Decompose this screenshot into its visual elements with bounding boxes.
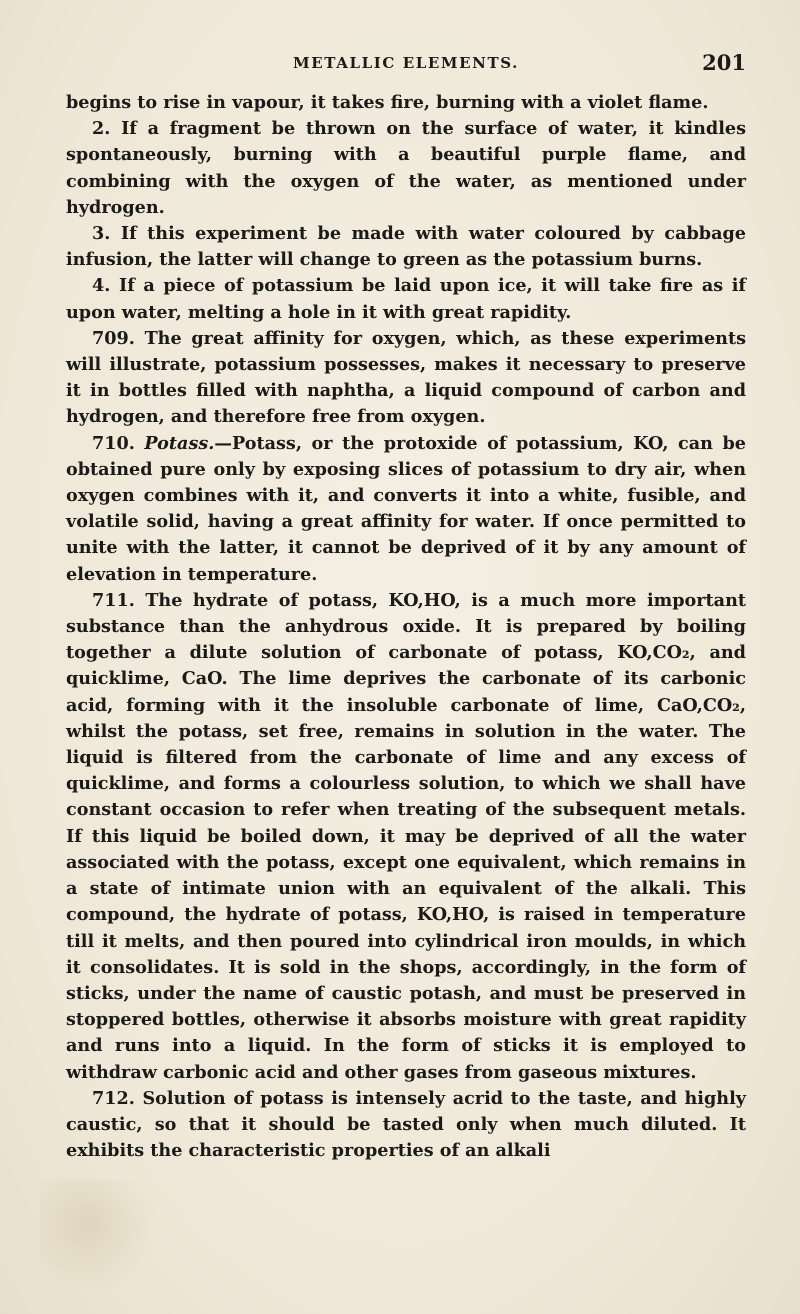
- paragraph-711: 711. The hydrate of potass, KO,HO, is a much more important substance than the anhydrous oxide. It is prepared by boiling together a dilute solution of carbonate of potass, KO,CO₂, and quicklime, CaO. The lime deprives the carbonate of its carbonic acid, forming with it the insoluble carbonate of lime, CaO,CO₂, whilst the potass, set free, remains in solution in the water. The liquid is filtered from the carbonate of lime and any excess of quicklime, and forms a colourless solution, to which we shall have constant occasion to refer when treating of the subsequent metals. If this liquid be boiled down, it may be deprived of all the water associated with the potass, except one equivalent, which remains in a state of intimate union with an equivalent of the alkali. This compound, the hydrate of potass, KO,HO, is raised in temperature till it melts, and then poured into cylindrical iron moulds, in which it consolidates. It is sold in the shops, accordingly, in the form of sticks, under the name of caustic potash, and must be preserved in stoppered bottles, otherwise it absorbs moisture with great rapidity and runs into a liquid. In the form of sticks it is employed to withdraw carbonic acid and other gases from gaseous mixtures.: [66, 589, 746, 1083]
- page-header: [66, 50, 746, 80]
- page-number: 201: [702, 50, 746, 75]
- paragraph-4: 4. If a piece of potassium be laid upon ice, it will take fire as if upon water, melting a hole in it with great rapidity.: [66, 275, 746, 323]
- running-head: METALLIC ELEMENTS.: [293, 54, 519, 72]
- paragraph-712: 712. Solution of potass is intensely acrid to the taste, and highly caustic, so that it should be tasted only when much diluted. It exhibits the characteristic properties of an alkali: [66, 1087, 746, 1162]
- paper-stain: [40, 1180, 160, 1290]
- paragraph-3: 3. If this experiment be made with water coloured by cabbage infusion, the latter will change to green as the potassium burns.: [66, 223, 746, 271]
- paragraph-710-number: 710.: [92, 432, 145, 454]
- paragraph-710: 710. Potass.—Potass, or the protoxide of potassium, KO, can be obtained pure only by exposing slices of potassium to dry air, when oxygen combines with it, and converts it into a white, fusible, and volatile solid, having a great affinity for water. If once permitted to unite with the latter, it cannot be deprived of it by any amount of elevation in temperature.: [66, 432, 746, 585]
- paragraph-continued: begins to rise in vapour, it takes fire, burning with a violet flame.: [66, 92, 709, 113]
- body-text: [66, 90, 746, 1164]
- paragraph-2: 2. If a fragment be thrown on the surface of water, it kindles spontaneously, burning with a beautiful purple flame, and combining with the oxygen of the water, as mentioned under hydrogen.: [66, 118, 746, 218]
- paragraph-709: 709. The great affinity for oxygen, which, as these experiments will illustrate, potassium possesses, makes it necessary to preserve it in bottles filled with naphtha, a liquid compound of carbon and hydrogen, and therefore free from oxygen.: [66, 327, 746, 428]
- paragraph-710-heading: Potass.: [144, 432, 215, 454]
